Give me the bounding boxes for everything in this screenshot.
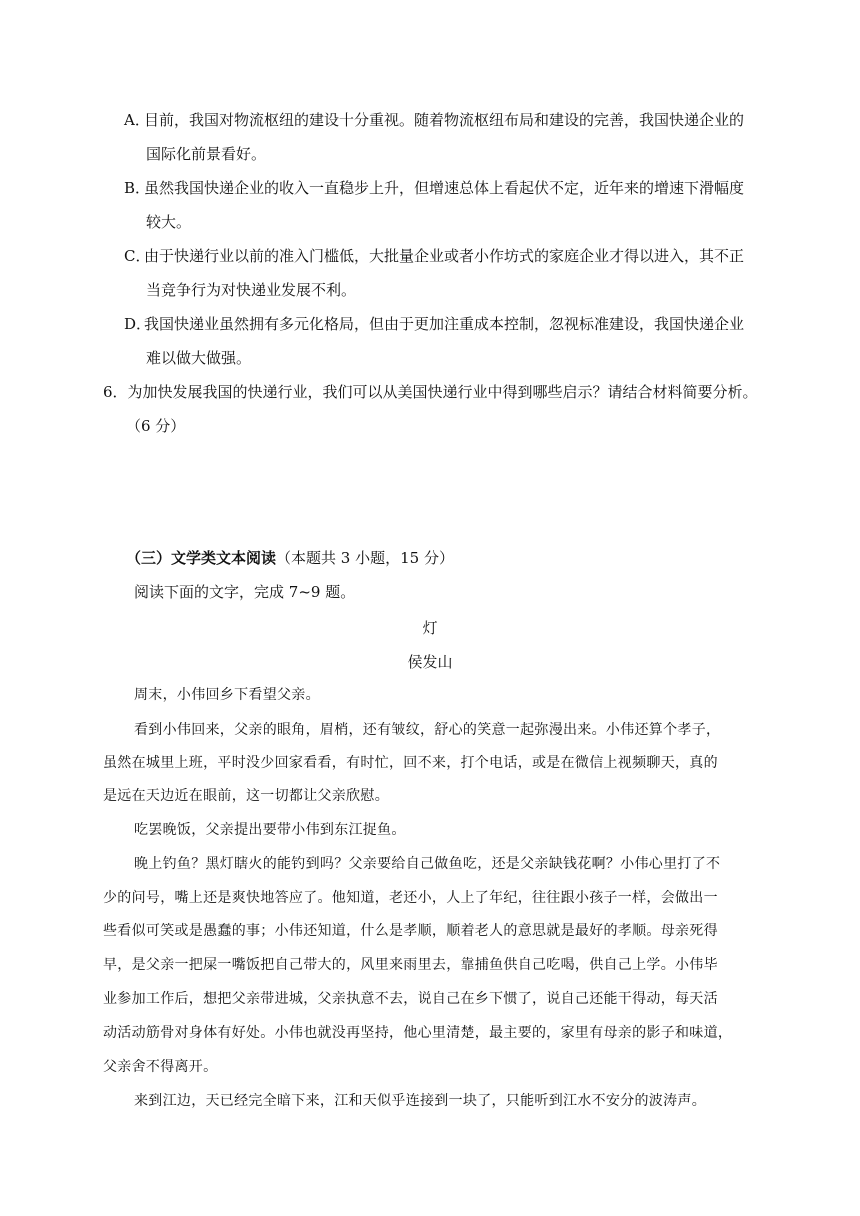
section-title: （三）文学类文本阅读 (126, 549, 277, 567)
story-line: 周末，小伟回乡下看望父亲。 (134, 687, 320, 703)
option-text: 由于快递行业以前的准入门槛低，大批量企业或者小作坊式的家庭企业才得以进入，其不正 (144, 247, 745, 265)
option-text-cont: 难以做大做强。 (146, 349, 252, 367)
story-line: 是远在天边近在眼前，这一切都让父亲欣慰。 (103, 788, 389, 804)
story-line: 父亲舍不得离开。 (103, 1059, 218, 1075)
story-line: 看到小伟回来，父亲的眼角，眉梢，还有皱纹，舒心的笑意一起弥漫出来。小伟还算个孝子， (134, 722, 721, 738)
question-points: （6 分） (126, 417, 186, 435)
story-line: 业参加工作后，想把父亲带进城，父亲执意不去，说自己在乡下惯了，说自己还能干得动，每天活 (103, 991, 718, 1007)
question-text: 6．为加快发展我国的快递行业，我们可以从美国快递行业中得到哪些启示？请结合材料简要分析。 (103, 383, 758, 401)
story-line: 动活动筋骨对身体有好处。小伟也就没再坚持，他心里清楚，最主要的，家里有母亲的影子和味道， (103, 1025, 733, 1041)
option-text-cont: 较大。 (146, 213, 192, 231)
option-label: B． (124, 179, 151, 197)
story-line: 早，是父亲一把屎一嘴饭把自己带大的，风里来雨里去，靠捕鱼供自己吃喝，供自己上学。小伟毕 (103, 957, 718, 973)
option-text: 虽然我国快递企业的收入一直稳步上升，但增速总体上看起伏不定，近年来的增速下滑幅度 (144, 179, 745, 197)
option-text: 我国快递业虽然拥有多元化格局，但由于更加注重成本控制，忽视标准建设，我国快递企业 (144, 315, 745, 333)
story-line: 晚上钓鱼？黑灯瞎火的能钓到吗？父亲要给自己做鱼吃，还是父亲缺钱花啊？小伟心里打了不 (134, 856, 721, 872)
section-heading (126, 547, 454, 569)
story-title: 灯 (422, 619, 438, 637)
story-line: 虽然在城里上班，平时没少回家看看，有时忙，回不来，打个电话，或是在微信上视频聊天，真的 (103, 755, 718, 771)
option-text-cont: 国际化前景看好。 (146, 145, 267, 163)
story-line: 少的问号，嘴上还是爽快地答应了。他知道，老还小，人上了年纪，往往跟小孩子一样，会做出一 (103, 890, 718, 906)
section-instruction: 阅读下面的文字，完成 7~9 题。 (134, 583, 356, 601)
section-meta: （本题共 3 小题，15 分） (276, 549, 454, 567)
story-line: 些看似可笑或是愚蠢的事；小伟还知道，什么是孝顺，顺着老人的意思就是最好的孝顺。母亲死得 (103, 923, 718, 939)
story-line: 吃罢晚饭，父亲提出要带小伟到东江捉鱼。 (134, 822, 406, 838)
option-text-cont: 当竞争行为对快递业发展不利。 (146, 281, 357, 299)
option-label: D． (124, 315, 152, 333)
story-line: 来到江边，天已经完全暗下来，江和天似乎连接到一块了，只能听到江水不安分的波涛声。 (134, 1093, 706, 1109)
option-label: A． (124, 111, 150, 129)
story-author: 侯发山 (407, 653, 453, 671)
option-text: 目前，我国对物流枢纽的建设十分重视。随着物流枢纽布局和建设的完善，我国快递企业的 (144, 111, 745, 129)
option-label: C． (124, 247, 151, 265)
